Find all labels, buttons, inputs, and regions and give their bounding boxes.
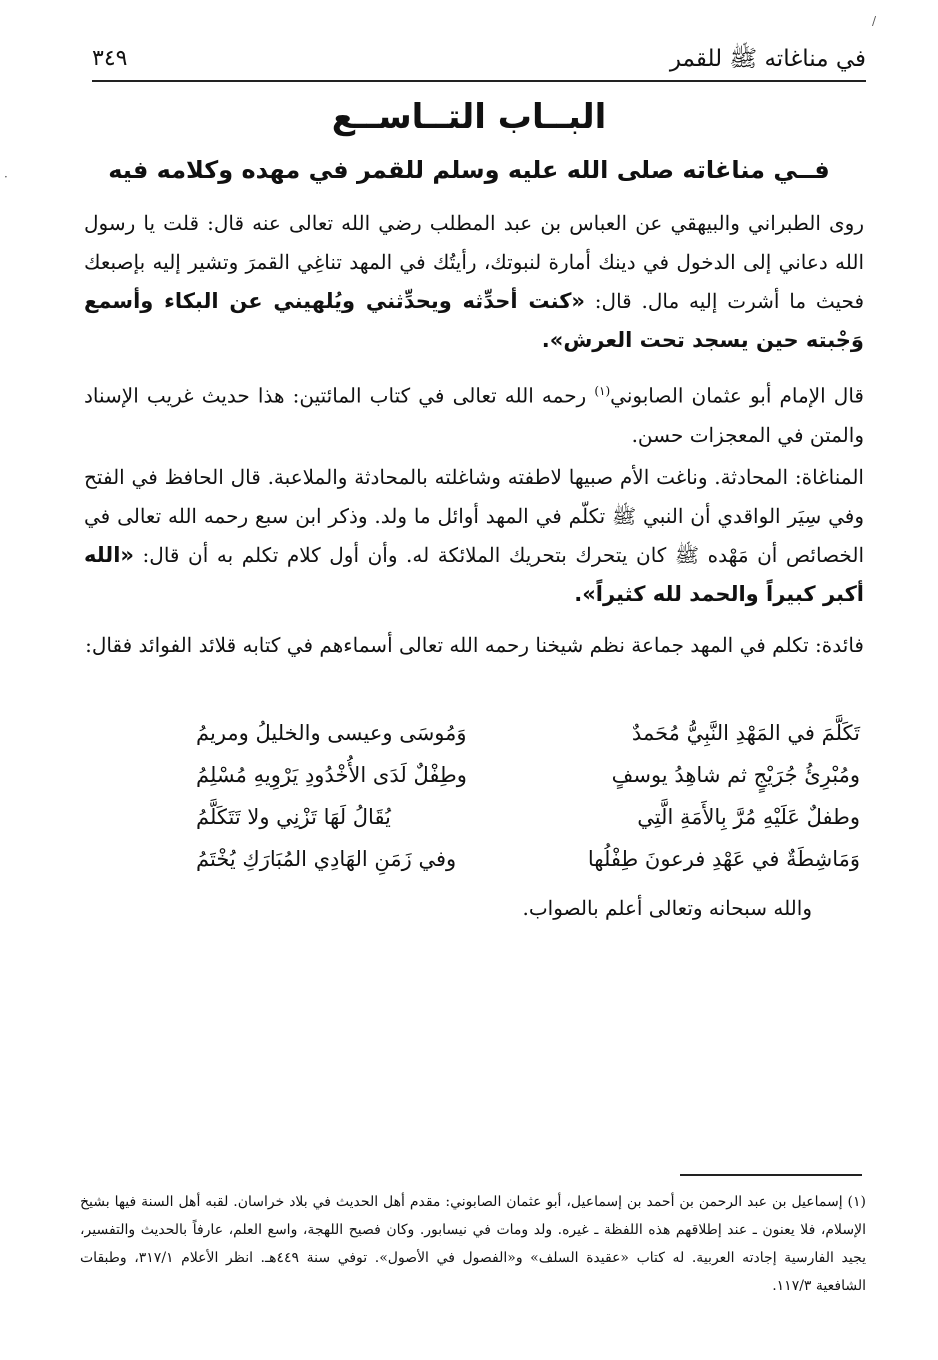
paragraph-faida [84, 626, 864, 665]
poem-verse [196, 796, 860, 838]
scan-mark: · [4, 170, 8, 184]
paragraph-text: المناغاة: المحادثة. وناغت الأم صبيها لاطفته وشاغلته بالمحادثة والملاعبة. قال الحافظ في الفتح وفي سِيَر الواقدي أن النبي ﷺ تكلّم في المهد أوائل ما ولد. وذكر ابن سبع رحمه الله تعالى في الخصائص أن مَهْده ﷺ كان يتحرك بتحريك الملائكة له. وأن أول كلام تكلم به أن قال: [84, 465, 864, 567]
paragraph-text: قال الإمام أبو عثمان الصابوني [610, 383, 864, 408]
chapter-subtitle: فــي مناغاته صلى الله عليه وسلم للقمر في مهده وكلامه فيه [108, 156, 830, 184]
scan-mark: / [872, 14, 877, 28]
paragraph-hadith [84, 204, 864, 360]
footnote-divider [680, 1174, 862, 1176]
footnote: (١) إسماعيل بن عبد الرحمن بن أحمد بن إسماعيل، أبو عثمان الصابوني: مقدم أهل الحديث في بلاد خراسان. لقبه أهل السنة فيها بشيخ الإسلام، فلا يعنون ـ عند إطلاقهم هذه اللفظة ـ غيره. ولد ومات في نيسابور. وكان فصيح اللهجة، واسع العلم، عارفاً بالحديث والتفسير، يجيد الفارسية إجادته العربية. له كتاب «عقيدة السلف» و«الفصول في الأصول». توفي سنة ٤٤٩هـ. انظر الأعلام ٣١٧/١، وطبقات الشافعية ١١٧/٣. [80, 1194, 867, 1294]
poem-verse [196, 754, 860, 796]
running-title: في مناغاته ﷺ للقمر [669, 46, 866, 72]
running-header [92, 38, 866, 82]
verse-first-hemistich: وَمَاشِطَةٌ في عَهْدِ فرعونَ طِفْلُها [587, 847, 860, 871]
poem-verse [196, 838, 860, 880]
verse-first-hemistich: وطفلٌ عَلَيْهِ مُرَّ بِالأَمَةِ الَّتِي [637, 805, 860, 829]
paragraph-text: فائدة: تكلم في المهد جماعة نظم شيخنا رحمه الله تعالى أسماءهم في كتابه قلائد الفوائد فقال: [85, 633, 864, 657]
verse-first-hemistich: تَكَلَّمَ في المَهْدِ النَّبِيُّ مُحَمدٌ [631, 721, 860, 745]
page-number: ٣٤٩ [92, 46, 128, 71]
paragraph-text: رحمه الله تعالى في كتاب المائتين: هذا حديث غريب الإسناد والمتن في المعجزات حسن. [84, 383, 864, 447]
verse-second-hemistich: يُقَالُ لَهَا تَزْنِي ولا تَتَكَلَّمُ [196, 805, 391, 829]
verse-second-hemistich: وطِفْلٌ لَدَى الأُخْدُودِ يَرْوِيهِ مُسْلِمُ [196, 763, 467, 787]
verse-first-hemistich: ومُبْرِئُ جُرَيْجٍ ثم شاهِدُ يوسفٍ [611, 763, 860, 787]
paragraph-text: روى الطبراني والبيهقي عن العباس بن عبد المطلب رضي الله تعالى عنه قال: قلت يا رسول الله دعاني إلى الدخول في دينك أمارة لنبوتك، رأيتُك في المهد تناغِي القمرَ وتشير إليه بإصبعك فحيث ما أشرت إليه مال. قال: [84, 211, 864, 313]
paragraph-munaghat [84, 458, 864, 614]
first-words-quote: «الله أكبر كبيراً والحمد لله كثيراً». [84, 543, 864, 606]
footnote-reference: (١) [594, 384, 611, 398]
verse-second-hemistich: وَمُوسَى وعيسى والخليلُ ومريمُ [196, 721, 467, 745]
verse-second-hemistich: وفي زَمَنِ الهَادِي المُبَارَكِ يُخْتَمُ [196, 847, 457, 871]
chapter-title: البــاب التــاســع [331, 97, 607, 137]
poem-verse [196, 712, 860, 754]
paragraph-sabuni [84, 372, 864, 455]
hadith-quote: «كنت أحدِّثه ويحدِّثني ويُلهيني عن البكاء وأسمع وَجْبته حين يسجد تحت العرش». [84, 289, 864, 352]
closing-line: والله سبحانه وتعالى أعلم بالصواب. [522, 896, 812, 920]
poem [196, 712, 860, 880]
